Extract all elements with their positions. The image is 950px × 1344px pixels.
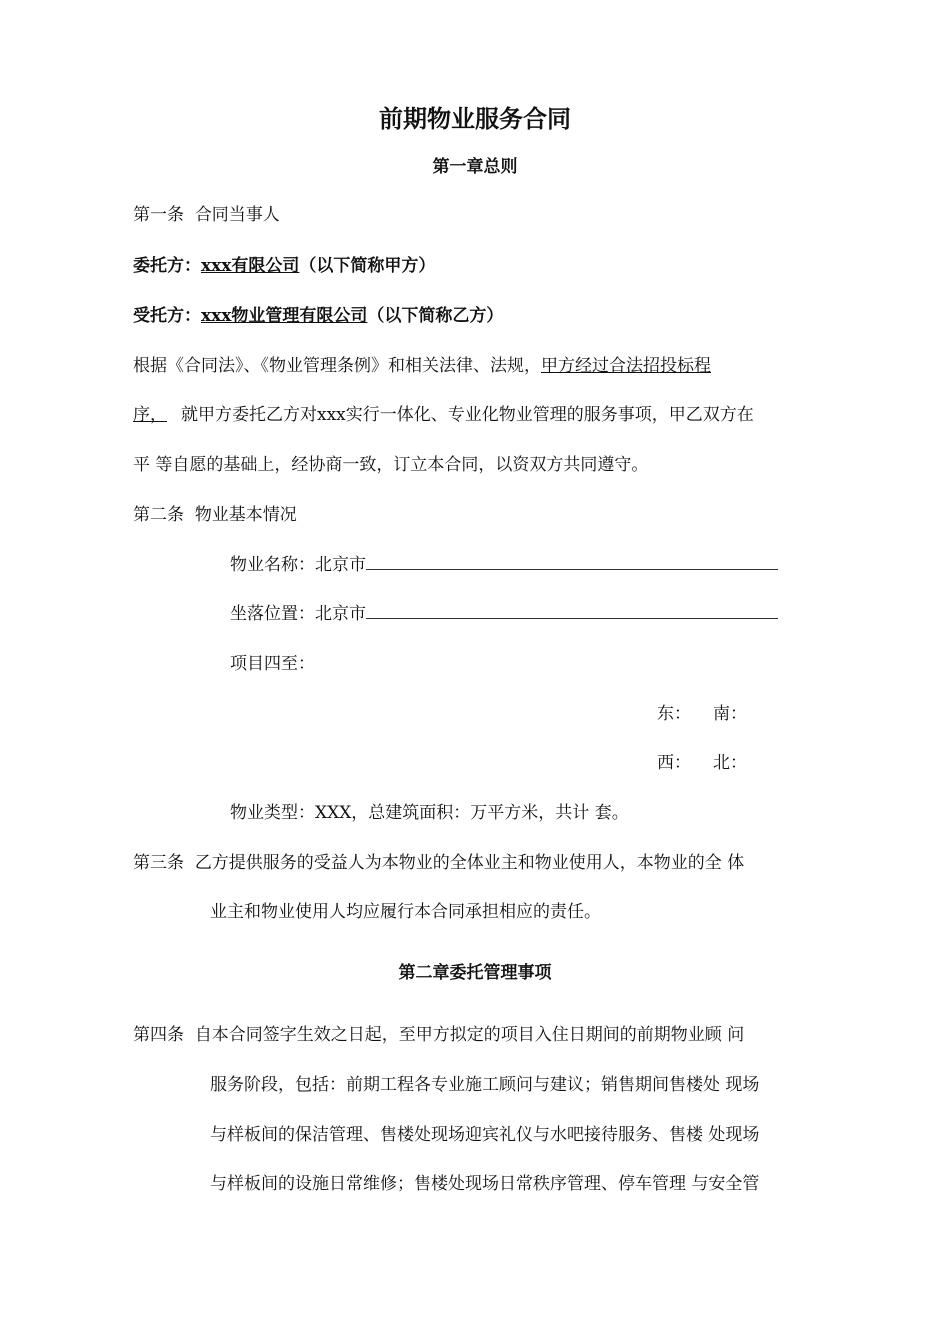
property-location-label: 坐落位置：北京市 xyxy=(230,604,366,624)
article-4-label: 第四条 xyxy=(133,1025,184,1045)
party-a-suffix: （以下简称甲方） xyxy=(299,256,436,276)
bound-north: 北： xyxy=(713,753,747,773)
article-4-line1 xyxy=(133,1024,744,1046)
article-4-line4: 与样板间的设施日常维修；售楼处现场日常秩序管理、停车管理 与安全管 xyxy=(210,1174,760,1194)
para1-line2-underlined: 序， xyxy=(133,405,167,425)
article-4-line2: 服务阶段，包括：前期工程各专业施工顾问与建议；销售期间售楼处 现场 xyxy=(210,1075,760,1095)
article-3-line2: 业主和物业使用人均应履行本合同承担相应的责任。 xyxy=(210,902,601,922)
party-b-suffix: （以下简称乙方） xyxy=(367,306,504,326)
property-bounds: 项目四至： xyxy=(230,654,315,674)
para1-line1-underlined: 甲方经过合法招投标程 xyxy=(541,356,711,376)
bound-east: 东： xyxy=(657,704,691,724)
chapter-1-heading: 第一章总则 xyxy=(432,157,518,177)
property-name xyxy=(230,554,778,576)
article-3-label: 第三条 xyxy=(133,853,184,873)
article-2 xyxy=(133,504,297,526)
para1-line2-text: 就甲方委托乙方对xxx实行一体化、专业化物业管理的服务事项，甲乙双方在 xyxy=(181,405,754,425)
bounds-west-north xyxy=(657,752,747,774)
party-a-name: xxx有限公司 xyxy=(201,256,300,276)
article-2-label: 第二条 xyxy=(133,505,184,525)
property-location-blank xyxy=(366,604,778,619)
bound-west: 西： xyxy=(657,753,691,773)
property-name-blank xyxy=(366,555,778,570)
document-title: 前期物业服务合同 xyxy=(379,104,571,133)
bounds-east-south xyxy=(657,703,747,725)
article-4-text: 自本合同签字生效之日起，至甲方拟定的项目入住日期间的前期物业顾 问 xyxy=(194,1025,745,1045)
article-1-text: 合同当事人 xyxy=(194,205,280,225)
para1-line1-text: 根据《合同法》、《物业管理条例》和相关法律、法规， xyxy=(133,356,541,376)
article-3-line1 xyxy=(133,852,744,874)
party-b xyxy=(133,305,503,327)
para1-line1 xyxy=(133,355,711,377)
party-a xyxy=(133,255,435,277)
property-type: 物业类型：XXX，总建筑面积：万平方米，共计 套。 xyxy=(230,803,629,823)
party-b-name: xxx物业管理有限公司 xyxy=(201,306,368,326)
article-1 xyxy=(133,204,280,226)
bound-south: 南： xyxy=(713,704,747,724)
party-b-prefix: 受托方： xyxy=(133,306,201,326)
property-location xyxy=(230,603,778,625)
article-2-text: 物业基本情况 xyxy=(194,505,297,525)
article-1-label: 第一条 xyxy=(133,205,184,225)
para1-line3: 平 等自愿的基础上，经协商一致，订立本合同，以资双方共同遵守。 xyxy=(133,455,649,475)
property-name-label: 物业名称：北京市 xyxy=(230,555,366,575)
article-4-line3: 与样板间的保洁管理、售楼处现场迎宾礼仪与水吧接待服务、售楼 处现场 xyxy=(210,1125,760,1145)
chapter-2-heading: 第二章委托管理事项 xyxy=(398,963,552,983)
para1-line2 xyxy=(133,404,754,426)
article-3-text: 乙方提供服务的受益人为本物业的全体业主和物业使用人，本物业的全 体 xyxy=(194,853,745,873)
party-a-prefix: 委托方： xyxy=(133,256,201,276)
